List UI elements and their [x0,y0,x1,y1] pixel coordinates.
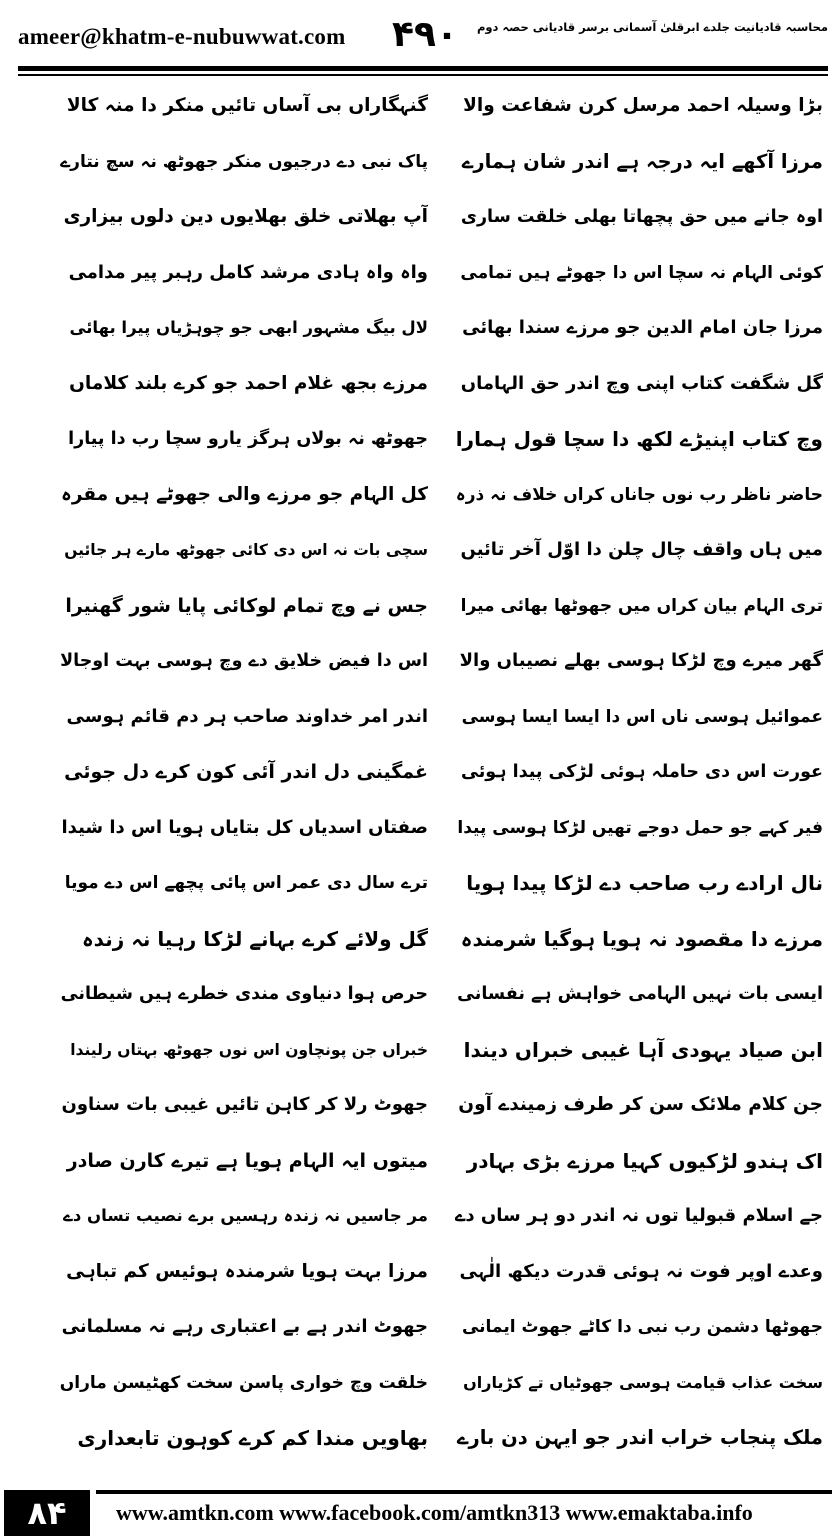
page-header [0,0,840,70]
page-footer [0,1484,840,1540]
verse-right-hemistich: مرزا جان امام الدین جو مرزے سندا بھائی [462,317,823,338]
verse-left-hemistich: آپ بھلاتی خلق بھلایوں دین دلوں بیزاری [63,206,428,227]
verse-row [0,1079,840,1131]
verse-left-hemistich: سچی بات نہ اس دی کائی جھوٹھ مارے ہر جائیں [64,541,428,559]
verse-left-hemistich: میتوں ایہ الہام ہویا ہے تیرے کارن صادر [66,1149,428,1172]
verse-left-hemistich: جھوٹ اندر ہے بے اعتباری رہے نہ مسلمانی [61,1316,428,1337]
verse-right-hemistich: فیر کہے جو حمل دوجے تھیں لڑکا ہوسی پیدا [457,817,823,838]
verse-right-hemistich: گل شگفت کتاب اپنی وچ اندر حق الہاماں [460,372,823,394]
verse-right-hemistich: حاضر ناظر رب نوں جاناں کراں خلاف نہ ذرہ [455,484,823,505]
verse-row [0,580,840,632]
verse-right-hemistich: مرزے دا مقصود نہ ہویا ہوگیا شرمندہ [460,926,823,951]
verse-row [0,913,840,965]
header-page-number: ۴۹۰ [392,14,458,55]
verse-right-hemistich: جے اسلام قبولیا توں نہ اندر دو ہر ساں دے [455,1205,823,1226]
verse-row [0,802,840,854]
verse-right-hemistich: جن کلام ملائک سن کر طرف زمیندے آون [458,1094,823,1115]
verse-row [0,857,840,909]
verse-right-hemistich: بڑا وسیلہ احمد مرسل کرن شفاعت والا [463,95,823,116]
verse-right-hemistich: میں ہاں واقف چال چلن دا اوّل آخر تائیں [460,539,823,560]
verse-right-hemistich: ابن صیاد یہودی آہا غیبی خبراں دیندا [463,1037,823,1062]
verse-left-hemistich: کل الہام جو مرزے والی جھوٹے ہیں مقرہ [61,483,428,505]
verse-row [0,1190,840,1242]
verse-left-hemistich: اندر امر خداوند صاحب ہر دم قائم ہوسی [66,705,428,727]
poem-body [0,80,840,1475]
footer-page-number: ۸۴ [4,1490,90,1536]
verse-row [0,746,840,798]
verse-left-hemistich: اس دا فیض خلایق دے وچ ہوسی بہت اوجالا [60,651,428,671]
header-rule-thick [18,66,828,71]
verse-left-hemistich: گنہگاراں بی آساں تائیں منکر دا منہ کالا [66,95,428,116]
verse-left-hemistich: مرزے بجھ غلام احمد جو کرے بلند کلاماں [69,372,428,394]
verse-left-hemistich: خبراں جن پونچاون اس نوں جھوٹھ بہتاں رلیندا [70,1040,428,1059]
verse-row [0,247,840,299]
verse-left-hemistich: گل ولائے کرے بہانے لڑکا رہیا نہ زندہ [81,926,428,951]
verse-left-hemistich: بھاویں مندا کم کرے کوہون تابعداری [77,1426,428,1450]
verse-right-hemistich: اک ہندو لڑکیوں کہیا مرزے بڑی بہادر [466,1148,823,1173]
verse-row [0,635,840,687]
verse-row [0,1301,840,1353]
verse-left-hemistich: جس نے وچ تمام لوکائی پایا شور گھنیرا [65,594,428,617]
verse-left-hemistich: جھوٹ رلا کر کاہن تائیں غیبی بات سناون [61,1094,428,1115]
verse-left-hemistich: واہ واہ ہادی مرشد کامل رہبر پیر مدامی [68,261,428,283]
verse-left-hemistich: حرص ہوا دنیاوی مندی خطرے ہیں شیطانی [60,984,428,1004]
verse-row [0,524,840,576]
verse-row [0,691,840,743]
verse-right-hemistich: وعدے اوپر فوت نہ ہوئی قدرت دیکھ الٰہی [459,1260,823,1282]
verse-left-hemistich: مرزا بہت ہویا شرمندہ ہوئیس کم تباہی [66,1260,428,1282]
verse-row [0,358,840,410]
verse-left-hemistich: جھوٹھ نہ بولاں ہرگز یارو سچا رب دا پیارا [68,429,428,449]
verse-right-hemistich: جھوٹھا دشمن رب نبی دا کاٹے جھوٹ ایمانی [461,1317,823,1337]
verse-left-hemistich: غمگینی دل اندر آئی کون کرے دل جوئی [64,761,428,783]
verse-row [0,1024,840,1076]
footer-links: www.amtkn.com www.facebook.com/amtkn313 www.emaktaba.info [116,1500,753,1525]
verse-right-hemistich: اوہ جانے میں حق پچھاتا بھلی خلقت ساری [460,207,823,227]
verse-right-hemistich: مرزا آکھے ایہ درجہ ہے اندر شان ہمارے [461,149,823,173]
header-email: ameer@khatm-e-nubuwwat.com [18,24,346,49]
verse-left-hemistich: ترے سال دی عمر اس پائی پچھے اس دے مویا [64,873,428,893]
verse-row [0,191,840,243]
verse-left-hemistich: پاک نبی دے درجیوں منکر جھوٹھ نہ سچ نتارے [60,151,428,172]
verse-left-hemistich: صفتاں اسدیاں کل بتایاں ہویا اس دا شیدا [61,816,428,838]
header-rule-thin [18,74,828,76]
verse-row [0,1246,840,1298]
verse-row [0,1135,840,1187]
verse-right-hemistich: کوئی الہام نہ سچا اس دا جھوٹے ہیں تمامی [460,262,823,283]
verse-right-hemistich: ایسی بات نہیں الہامی خواہش ہے نفسانی [457,984,823,1004]
verse-right-hemistich: سخت عذاب قیامت ہوسی جھوٹیاں تے کڑیاراں [463,1372,823,1392]
verse-right-hemistich: ملک پنجاب خراب اندر جو ایہن دن بارے [457,1426,823,1449]
verse-left-hemistich: خلقت وچ خواری پاسن سخت کھٹیسن ماراں [60,1372,428,1393]
verse-right-hemistich: گھر میرے وچ لڑکا ہوسی بھلے نصیباں والا [459,650,823,671]
verse-row [0,302,840,354]
verse-right-hemistich: عورت اس دی حاملہ ہوئی لڑکی پیدا ہوئی [461,762,823,782]
verse-row [0,413,840,465]
verse-row [0,469,840,521]
verse-right-hemistich: تری الہام بیان کراں میں جھوٹھا بھائی میرا [460,595,823,616]
header-book-title: محاسبہ قادیانیت جلدے ابرقلیٰ آسمانی برسر قادیانی حصہ دوم [476,20,828,34]
verse-row [0,968,840,1020]
verse-row [0,1412,840,1464]
verse-right-hemistich: نال ارادے رب صاحب دے لڑکا پیدا ہویا [466,871,823,895]
verse-row [0,1357,840,1409]
verse-right-hemistich: عموائیل ہوسی ناں اس دا ایسا ایسا ہوسی [461,706,823,727]
verse-left-hemistich: لال بیگ مشہور ابھی جو چوہڑیاں پیرا بھائی [69,318,428,337]
verse-row [0,80,840,132]
verse-left-hemistich: مر جاسیں نہ زندہ رہسیں برے نصیب تساں دے [63,1206,428,1225]
verse-right-hemistich: وچ کتاب اپنیڑے لکھ دا سچا قول ہمارا [455,427,823,451]
verse-row [0,136,840,188]
footer-rule [96,1490,832,1494]
